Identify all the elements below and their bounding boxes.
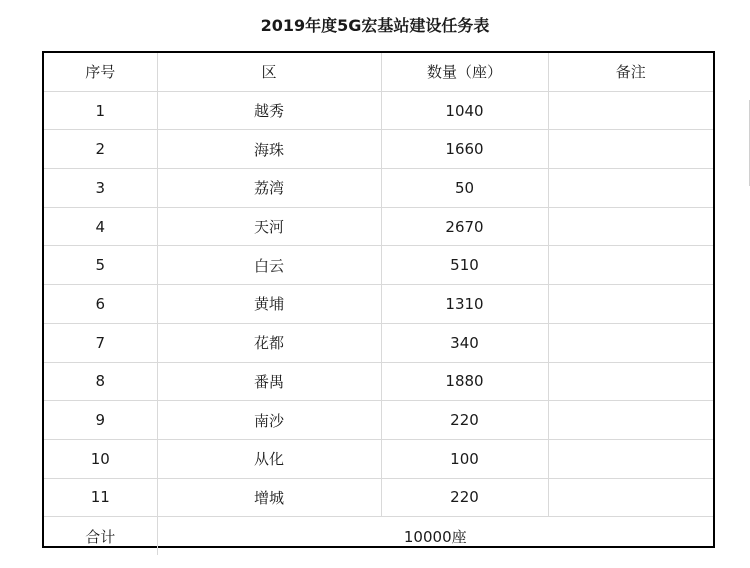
total-label: 合计 [44,517,157,555]
cell-index: 9 [44,401,157,440]
cell-district: 从化 [157,439,381,478]
cell-index: 11 [44,478,157,517]
cell-note [548,246,713,285]
cell-district: 天河 [157,207,381,246]
cell-index: 10 [44,439,157,478]
cell-note [548,207,713,246]
cell-count: 220 [381,401,548,440]
cell-note [548,91,713,130]
header-index: 序号 [44,53,157,91]
cell-index: 5 [44,246,157,285]
cell-count: 2670 [381,207,548,246]
cell-note [548,439,713,478]
task-table [44,53,713,555]
cell-note [548,285,713,324]
cell-count: 220 [381,478,548,517]
cell-note [548,130,713,169]
table-row [44,362,713,401]
cell-count: 1880 [381,362,548,401]
cell-district: 南沙 [157,401,381,440]
cell-district: 增城 [157,478,381,517]
cell-note [548,362,713,401]
cell-count: 1040 [381,91,548,130]
cell-count: 100 [381,439,548,478]
cell-district: 海珠 [157,130,381,169]
cell-index: 4 [44,207,157,246]
cell-index: 7 [44,323,157,362]
table-row [44,246,713,285]
cell-district: 黄埔 [157,285,381,324]
table-row [44,207,713,246]
table-row [44,169,713,208]
header-district: 区 [157,53,381,91]
cell-count: 340 [381,323,548,362]
cell-index: 8 [44,362,157,401]
table-row [44,130,713,169]
cell-district: 番禺 [157,362,381,401]
cell-note [548,401,713,440]
table-header-row [44,53,713,91]
cell-index: 3 [44,169,157,208]
cell-count: 1310 [381,285,548,324]
cell-count: 1660 [381,130,548,169]
task-table-container [42,51,715,548]
page-title: 2019年度5G宏基站建设任务表 [260,16,490,35]
cell-note [548,169,713,208]
cell-note [548,323,713,362]
cell-index: 2 [44,130,157,169]
table-row [44,91,713,130]
cell-district: 越秀 [157,91,381,130]
table-row [44,478,713,517]
header-count: 数量（座） [381,53,548,91]
cell-index: 6 [44,285,157,324]
cell-note [548,478,713,517]
table-row [44,439,713,478]
total-value: 10000座 [157,517,713,555]
table-row [44,285,713,324]
cell-district: 白云 [157,246,381,285]
header-note: 备注 [548,53,713,91]
table-row [44,323,713,362]
cell-index: 1 [44,91,157,130]
table-row [44,401,713,440]
cell-count: 50 [381,169,548,208]
cell-district: 荔湾 [157,169,381,208]
total-row [44,517,713,555]
cell-count: 510 [381,246,548,285]
cell-district: 花都 [157,323,381,362]
